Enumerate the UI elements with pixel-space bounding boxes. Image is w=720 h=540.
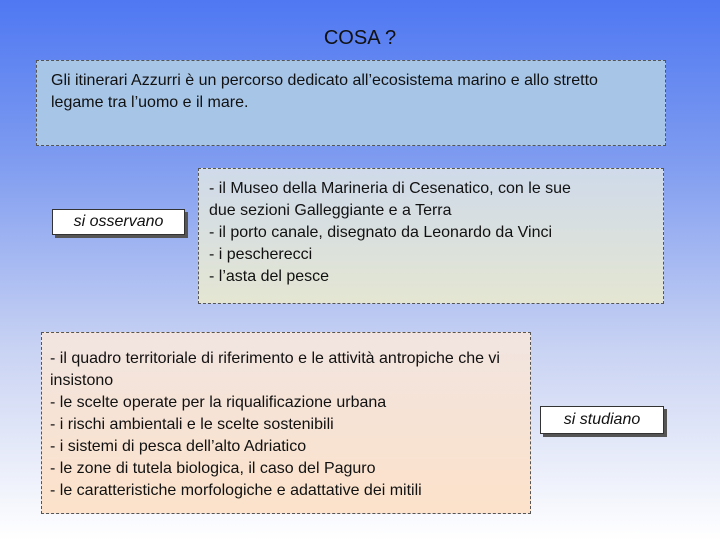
observe-item: - il porto canale, disegnato da Leonardo da Vinci	[209, 224, 553, 241]
observe-item: - l’asta del pesce	[209, 268, 330, 285]
slide-title: COSA ?	[323, 27, 397, 49]
observe-label: si osservano	[52, 209, 185, 235]
study-item: - i rischi ambientali e le scelte sostenibili	[50, 416, 334, 433]
observe-box	[198, 168, 664, 304]
study-item: - il quadro territoriale di riferimento e le attività antropiche che vi insistono	[50, 350, 500, 389]
study-label: si studiano	[540, 406, 664, 434]
intro-box	[36, 60, 666, 146]
study-box	[41, 332, 531, 514]
intro-text: Gli itinerari Azzurri è un percorso dedicato all’ecosistema marino e allo stretto legame tra l’uomo e il mare.	[51, 72, 598, 111]
observe-item: - il Museo della Marineria di Cesenatico, con le sue	[209, 180, 571, 197]
observe-item: due sezioni Galleggiante e a Terra	[209, 202, 452, 219]
study-item: - i sistemi di pesca dell’alto Adriatico	[50, 438, 307, 455]
study-item: - le zone di tutela biologica, il caso del Paguro	[50, 460, 376, 477]
observe-item: - i pescherecci	[209, 246, 313, 263]
study-item: - le scelte operate per la riqualificazione urbana	[50, 394, 387, 411]
study-item: - le caratteristiche morfologiche e adattative dei mitili	[50, 482, 422, 499]
